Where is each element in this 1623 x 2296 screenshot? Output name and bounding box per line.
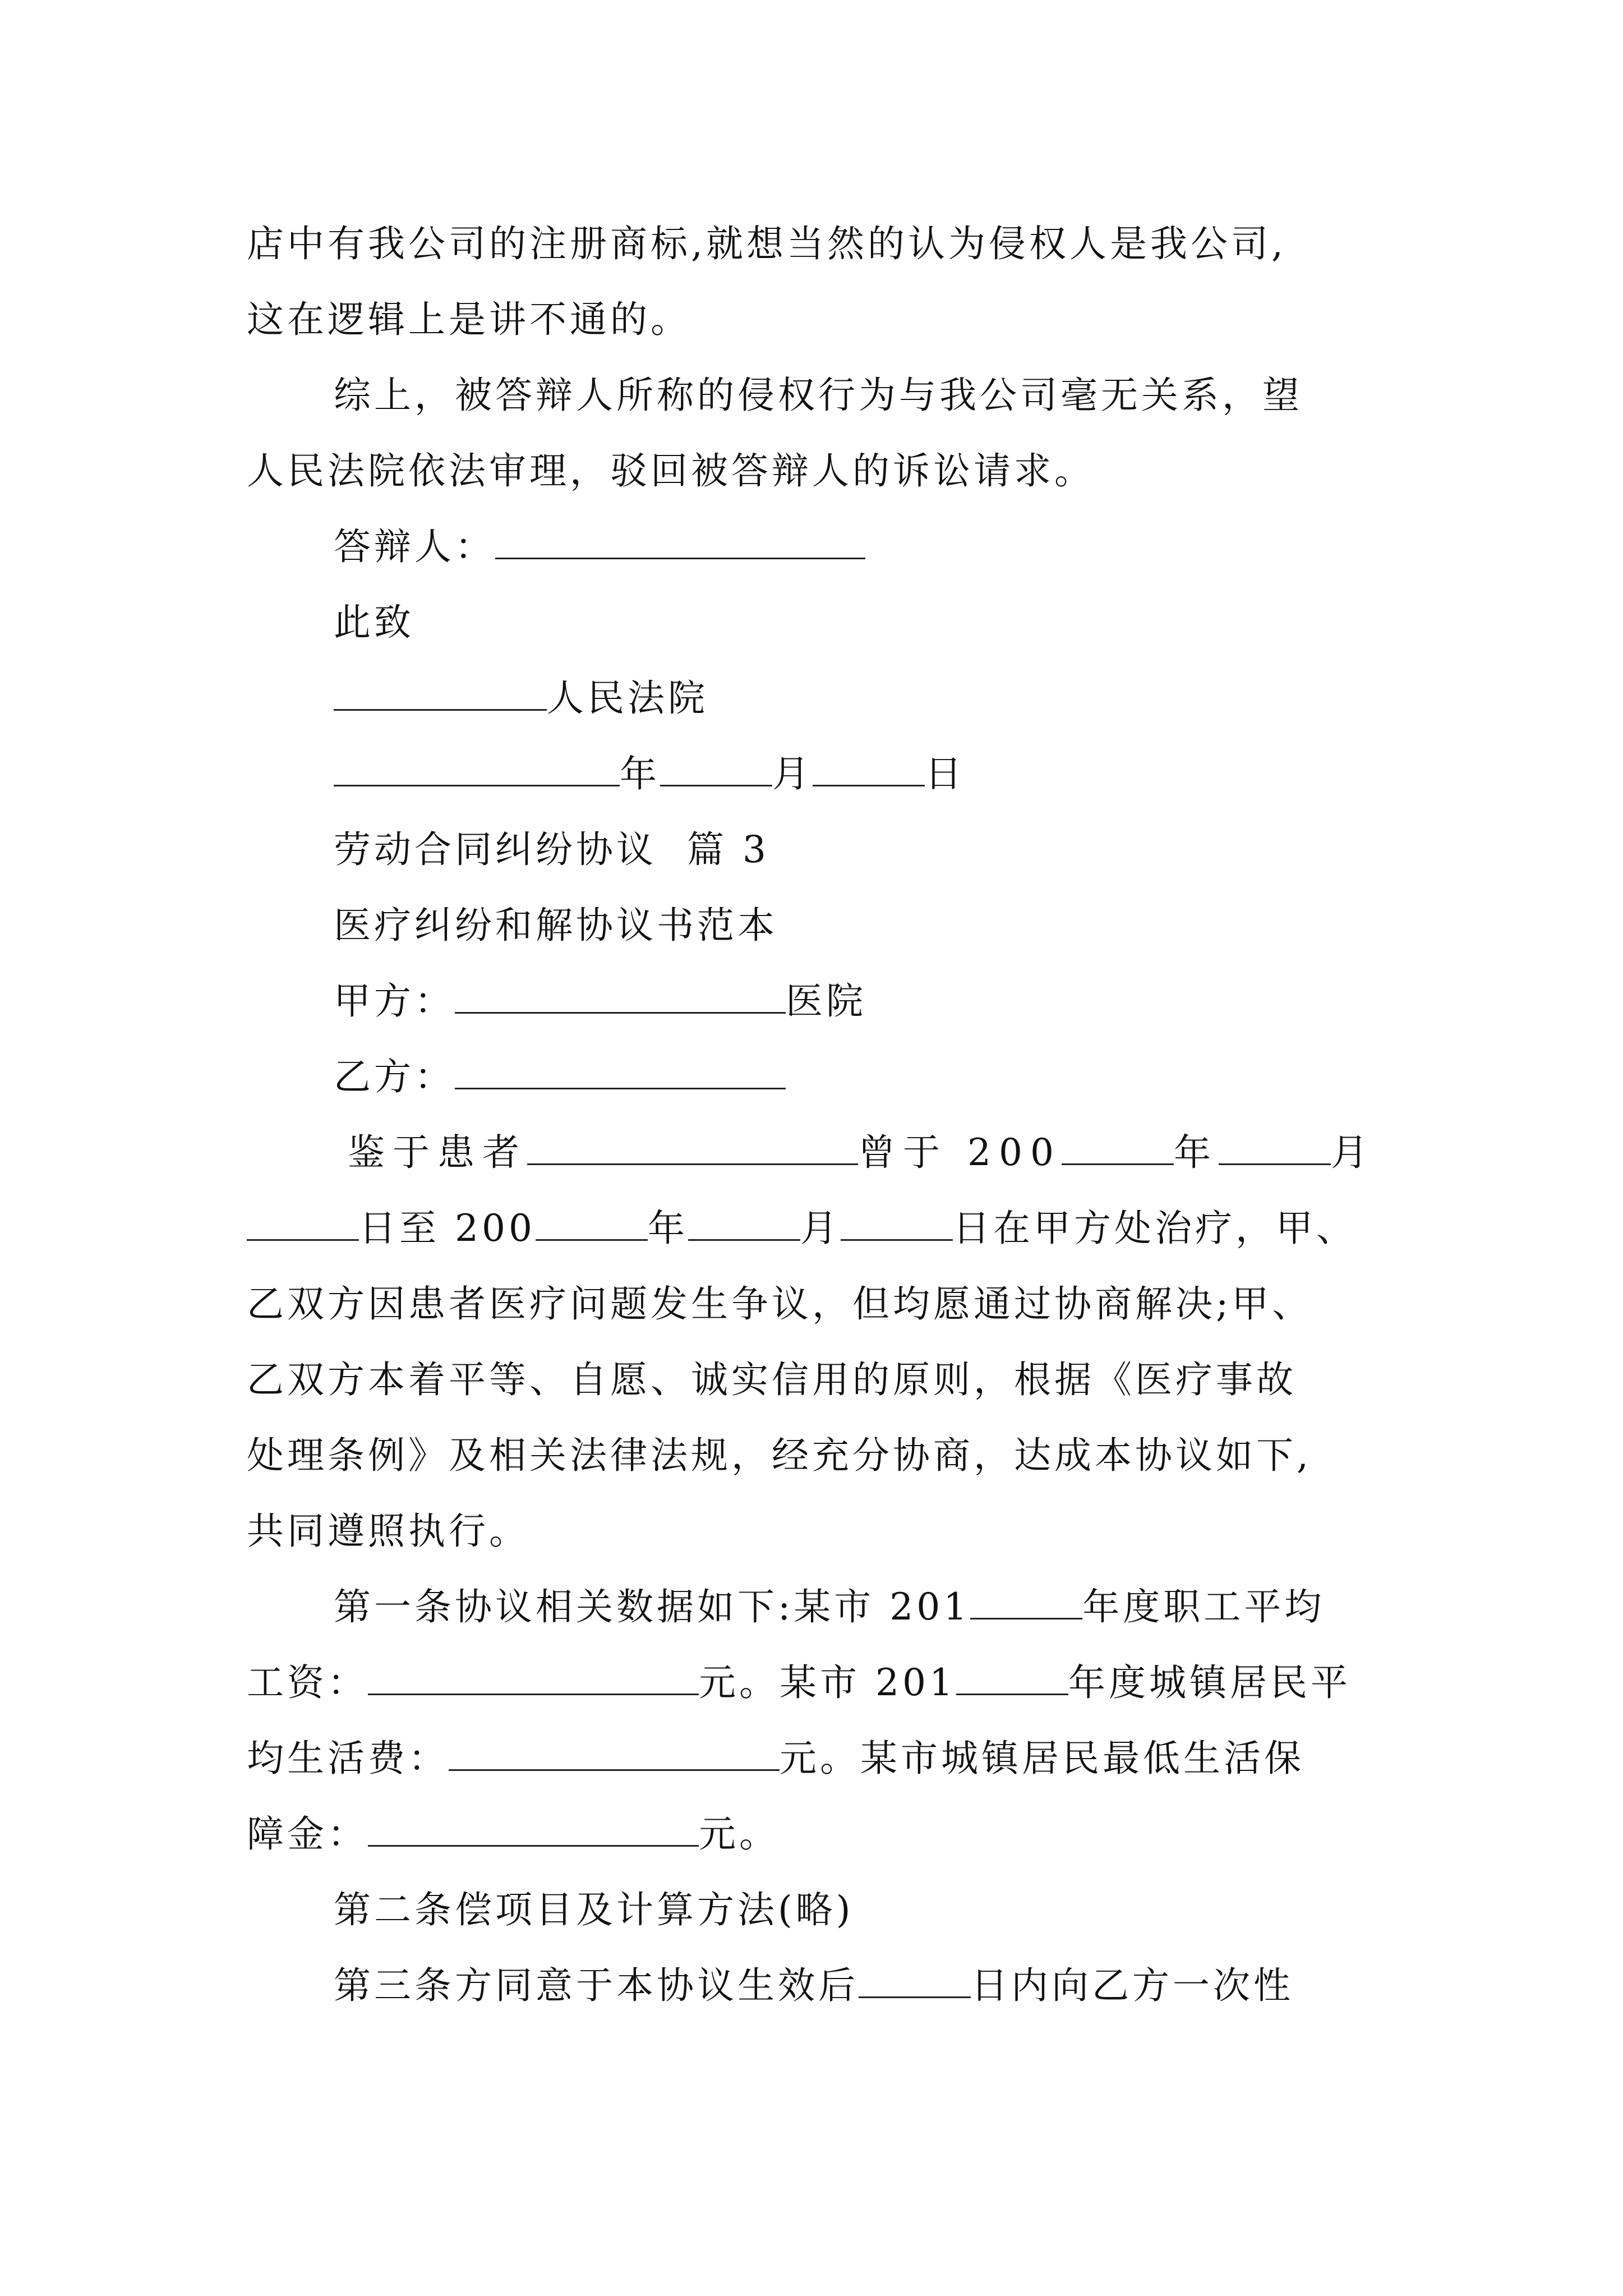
article-text: 均生活费： [247, 1737, 449, 1780]
text-line: 共同遵照执行。 [247, 1510, 529, 1553]
preamble-text: 曾于 200 [858, 1131, 1062, 1174]
article-text: 元。某市 201 [699, 1661, 956, 1704]
article-text: 日内向乙方一次性 [971, 1964, 1294, 2007]
agreement-title: 医疗纠纷和解协议书范本 [334, 904, 778, 947]
text-line: 这在逻辑上是讲不通的。 [247, 298, 691, 341]
payment-days-blank [859, 1964, 971, 1998]
preamble-text: 日在甲方处治疗，甲、 [952, 1207, 1357, 1250]
patient-name-blank [527, 1131, 858, 1165]
party-b-label: 乙方： [334, 1055, 455, 1098]
start-year-blank [1062, 1131, 1174, 1165]
text-line: 综上，被答辩人所称的侵权行为与我公司毫无关系，望 [334, 374, 1303, 417]
year-label: 年 [620, 752, 660, 795]
article-1-line-1 [334, 1582, 1325, 1632]
wage-year-blank [970, 1585, 1082, 1619]
closing-text: 此致 [334, 601, 414, 644]
living-year-blank [956, 1661, 1068, 1695]
article-text: 第三条方同意于本协议生效后 [334, 1964, 859, 2007]
end-day-blank [841, 1207, 953, 1241]
article-text: 元。某市城镇居民最低生活保 [780, 1737, 1304, 1780]
preamble-text: 年 [1173, 1131, 1219, 1174]
court-name-blank [334, 677, 547, 711]
preamble-text: 年 [647, 1207, 688, 1250]
preamble-text: 鉴于患者 [348, 1131, 527, 1174]
preamble-line-1 [348, 1128, 1376, 1178]
party-a-label: 甲方： [334, 979, 455, 1023]
end-year-blank [536, 1207, 648, 1241]
month-label: 月 [772, 752, 813, 795]
text-line: 乙双方本着平等、自愿、诚实信用的原则，根据《医疗事故 [247, 1358, 1297, 1401]
month-blank [660, 752, 772, 786]
party-a-suffix: 医院 [786, 979, 866, 1023]
text-line: 人民法院依法审理，驳回被答辩人的诉讼请求。 [247, 449, 1095, 493]
preamble-text: 日至 200 [359, 1207, 536, 1250]
day-blank [813, 752, 925, 786]
wage-amount-blank [368, 1661, 699, 1695]
preamble-text: 月 [1330, 1131, 1376, 1174]
start-month-blank [1219, 1131, 1331, 1165]
article-text: 障金： [247, 1812, 368, 1856]
party-b-blank [455, 1055, 786, 1089]
party-a-line [334, 976, 866, 1027]
article-2: 第二条偿项目及计算方法(略) [334, 1888, 854, 1931]
article-text: 年度职工平均 [1082, 1585, 1325, 1628]
party-b-line [334, 1052, 786, 1102]
date-line [334, 749, 965, 799]
living-cost-blank [449, 1737, 780, 1771]
article-text: 元。 [699, 1812, 780, 1856]
article-1-line-3 [247, 1733, 1304, 1784]
minimum-guarantee-blank [368, 1812, 699, 1847]
party-a-blank [455, 979, 786, 1014]
text-line: 乙双方因患者医疗问题发生争议，但均愿通过协商解决;甲、 [247, 1282, 1313, 1326]
text-line: 店中有我公司的注册商标,就想当然的认为侵权人是我公司, [247, 222, 1287, 265]
preamble-line-2 [247, 1203, 1357, 1254]
day-label: 日 [925, 752, 965, 795]
court-suffix: 人民法院 [547, 677, 708, 720]
preamble-text: 月 [800, 1207, 841, 1250]
end-month-blank [688, 1207, 800, 1241]
section-title: 劳动合同纠纷协议 篇 3 [334, 828, 769, 871]
year-blank [334, 752, 620, 786]
article-text: 第一条协议相关数据如下:某市 201 [334, 1585, 971, 1628]
article-1-line-4 [247, 1809, 780, 1860]
article-1-line-2 [247, 1658, 1351, 1708]
text-line: 处理条例》及相关法律法规，经充分协商，达成本协议如下, [247, 1434, 1312, 1477]
respondent-label: 答辩人： [334, 525, 495, 568]
article-3-line-1 [334, 1961, 1294, 2011]
start-day-blank [247, 1207, 359, 1241]
respondent-blank [495, 525, 865, 559]
respondent-line [334, 522, 865, 572]
article-text: 工资： [247, 1661, 368, 1704]
article-text: 年度城镇居民平 [1068, 1661, 1351, 1704]
court-line [334, 673, 708, 724]
